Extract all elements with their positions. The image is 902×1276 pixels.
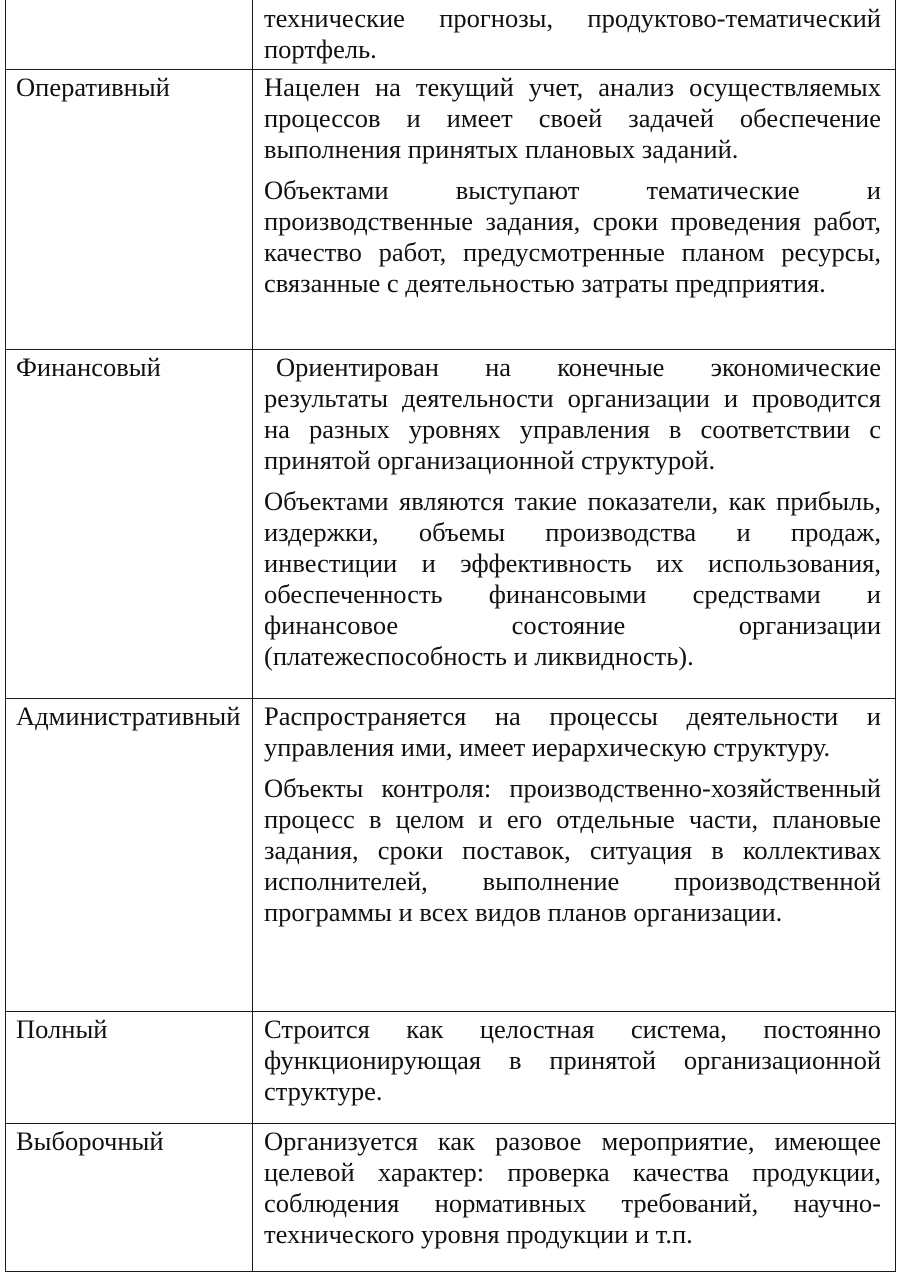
control-type-cell <box>6 1124 253 1272</box>
description-paragraph: Объектами выступают тематические и производственные задания, сроки проведения работ, качество работ, предусмотренные планом ресурсы, связанные с деятельностью затраты предприятия. <box>264 175 881 298</box>
control-type-cell <box>6 70 253 350</box>
description-paragraph: технические прогнозы, продуктово-тематический портфель. <box>264 3 881 64</box>
description-cell <box>253 699 896 1012</box>
table-row <box>6 0 896 70</box>
description-cell <box>253 70 896 350</box>
description-cell <box>253 1012 896 1124</box>
description-paragraph: Объекты контроля: производственно-хозяйственный процесс в целом и его отдельные части, плановые задания, сроки поставок, ситуация в коллективах исполнителей, выполнение производственной программы и всех видов планов организации. <box>264 773 881 927</box>
control-type-label: Полный <box>16 1014 108 1044</box>
description-paragraph: Ориентирован на конечные экономические результаты деятельности организации и проводится на разных уровнях управления в соответствии с принятой организационной структурой. <box>264 352 881 475</box>
control-type-cell <box>6 0 253 70</box>
control-type-label: Административный <box>16 701 241 731</box>
control-type-label: Финансовый <box>16 352 161 382</box>
description-paragraph: Строится как целостная система, постоянно функционирующая в принятой организационной структуре. <box>264 1014 881 1106</box>
description-paragraph: Нацелен на текущий учет, анализ осуществляемых процессов и имеет своей задачей обеспечение выполнения принятых плановых заданий. <box>264 72 881 164</box>
description-paragraph: Организуется как разовое мероприятие, имеющее целевой характер: проверка качества продукции, соблюдения нормативных требований, научно-технического уровня продукции и т.п. <box>264 1126 881 1249</box>
control-type-cell <box>6 699 253 1012</box>
description-cell <box>253 1124 896 1272</box>
table-row <box>6 350 896 699</box>
control-type-label: Выборочный <box>16 1126 164 1156</box>
control-types-table <box>5 0 896 1272</box>
description-cell <box>253 350 896 699</box>
table-row <box>6 1124 896 1272</box>
description-paragraph: Объектами являются такие показатели, как прибыль, издержки, объемы производства и продаж, инвестиции и эффективность их использования, обеспеченность финансовыми средствами и финансовое состояние организации (платежеспособность и ликвидность). <box>264 486 881 671</box>
description-cell <box>253 0 896 70</box>
table-row <box>6 70 896 350</box>
table-row <box>6 1012 896 1124</box>
description-paragraph: Распространяется на процессы деятельности и управления ими, имеет иерархическую структуру. <box>264 701 881 762</box>
control-type-cell <box>6 1012 253 1124</box>
control-type-label: Оперативный <box>16 72 170 102</box>
control-type-cell <box>6 350 253 699</box>
table-row <box>6 699 896 1012</box>
